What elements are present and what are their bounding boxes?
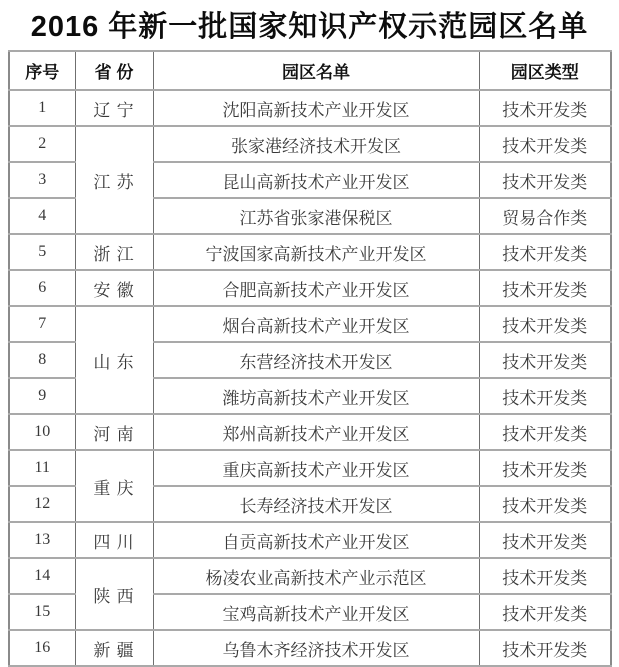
cell-park: 沈阳高新技术产业开发区 — [153, 90, 479, 126]
cell-no: 14 — [9, 558, 75, 594]
cell-no: 15 — [9, 594, 75, 630]
cell-type: 技术开发类 — [479, 234, 611, 270]
cell-province: 重 庆 — [75, 450, 153, 522]
cell-park: 宝鸡高新技术产业开发区 — [153, 594, 479, 630]
cell-park: 昆山高新技术产业开发区 — [153, 162, 479, 198]
cell-type: 技术开发类 — [479, 306, 611, 342]
table-row — [9, 90, 611, 126]
cell-no: 8 — [9, 342, 75, 378]
cell-park: 宁波国家高新技术产业开发区 — [153, 234, 479, 270]
header-park: 园区名单 — [153, 51, 479, 90]
table-row — [9, 522, 611, 558]
cell-province: 河 南 — [75, 414, 153, 450]
table-row — [9, 414, 611, 450]
cell-type: 技术开发类 — [479, 630, 611, 666]
cell-type: 技术开发类 — [479, 126, 611, 162]
cell-no: 4 — [9, 198, 75, 234]
cell-province: 安 徽 — [75, 270, 153, 306]
cell-type: 技术开发类 — [479, 270, 611, 306]
cell-province: 四 川 — [75, 522, 153, 558]
cell-no: 12 — [9, 486, 75, 522]
cell-park: 长寿经济技术开发区 — [153, 486, 479, 522]
header-row — [9, 51, 611, 90]
table-row — [9, 270, 611, 306]
cell-province: 陕 西 — [75, 558, 153, 630]
cell-no: 5 — [9, 234, 75, 270]
cell-type: 技术开发类 — [479, 558, 611, 594]
cell-type: 技术开发类 — [479, 90, 611, 126]
cell-no: 2 — [9, 126, 75, 162]
park-list-table — [8, 50, 612, 667]
cell-type: 技术开发类 — [479, 486, 611, 522]
table-body — [9, 90, 611, 666]
header-no: 序号 — [9, 51, 75, 90]
cell-province: 山 东 — [75, 306, 153, 414]
cell-no: 1 — [9, 90, 75, 126]
cell-park: 合肥高新技术产业开发区 — [153, 270, 479, 306]
cell-park: 郑州高新技术产业开发区 — [153, 414, 479, 450]
cell-park: 重庆高新技术产业开发区 — [153, 450, 479, 486]
table-row — [9, 558, 611, 594]
table-row — [9, 306, 611, 342]
cell-type: 技术开发类 — [479, 414, 611, 450]
cell-no: 11 — [9, 450, 75, 486]
cell-no: 9 — [9, 378, 75, 414]
cell-type: 技术开发类 — [479, 450, 611, 486]
cell-type: 技术开发类 — [479, 162, 611, 198]
cell-province: 辽 宁 — [75, 90, 153, 126]
cell-park: 烟台高新技术产业开发区 — [153, 306, 479, 342]
cell-park: 潍坊高新技术产业开发区 — [153, 378, 479, 414]
cell-type: 技术开发类 — [479, 378, 611, 414]
table-row — [9, 234, 611, 270]
cell-no: 7 — [9, 306, 75, 342]
cell-no: 10 — [9, 414, 75, 450]
cell-no: 3 — [9, 162, 75, 198]
cell-park: 乌鲁木齐经济技术开发区 — [153, 630, 479, 666]
cell-type: 技术开发类 — [479, 342, 611, 378]
cell-province: 浙 江 — [75, 234, 153, 270]
cell-park: 东营经济技术开发区 — [153, 342, 479, 378]
cell-type: 贸易合作类 — [479, 198, 611, 234]
cell-type: 技术开发类 — [479, 594, 611, 630]
page-title: 2016 年新一批国家知识产权示范园区名单 — [30, 11, 589, 43]
cell-type: 技术开发类 — [479, 522, 611, 558]
cell-park: 杨凌农业高新技术产业示范区 — [153, 558, 479, 594]
cell-park: 江苏省张家港保税区 — [153, 198, 479, 234]
cell-no: 16 — [9, 630, 75, 666]
cell-no: 6 — [9, 270, 75, 306]
cell-province: 江 苏 — [75, 126, 153, 234]
table-row — [9, 126, 611, 162]
cell-no: 13 — [9, 522, 75, 558]
table-row — [9, 630, 611, 666]
table-row — [9, 450, 611, 486]
header-type: 园区类型 — [479, 51, 611, 90]
header-province: 省 份 — [75, 51, 153, 90]
cell-park: 自贡高新技术产业开发区 — [153, 522, 479, 558]
cell-park: 张家港经济技术开发区 — [153, 126, 479, 162]
cell-province: 新 疆 — [75, 630, 153, 666]
